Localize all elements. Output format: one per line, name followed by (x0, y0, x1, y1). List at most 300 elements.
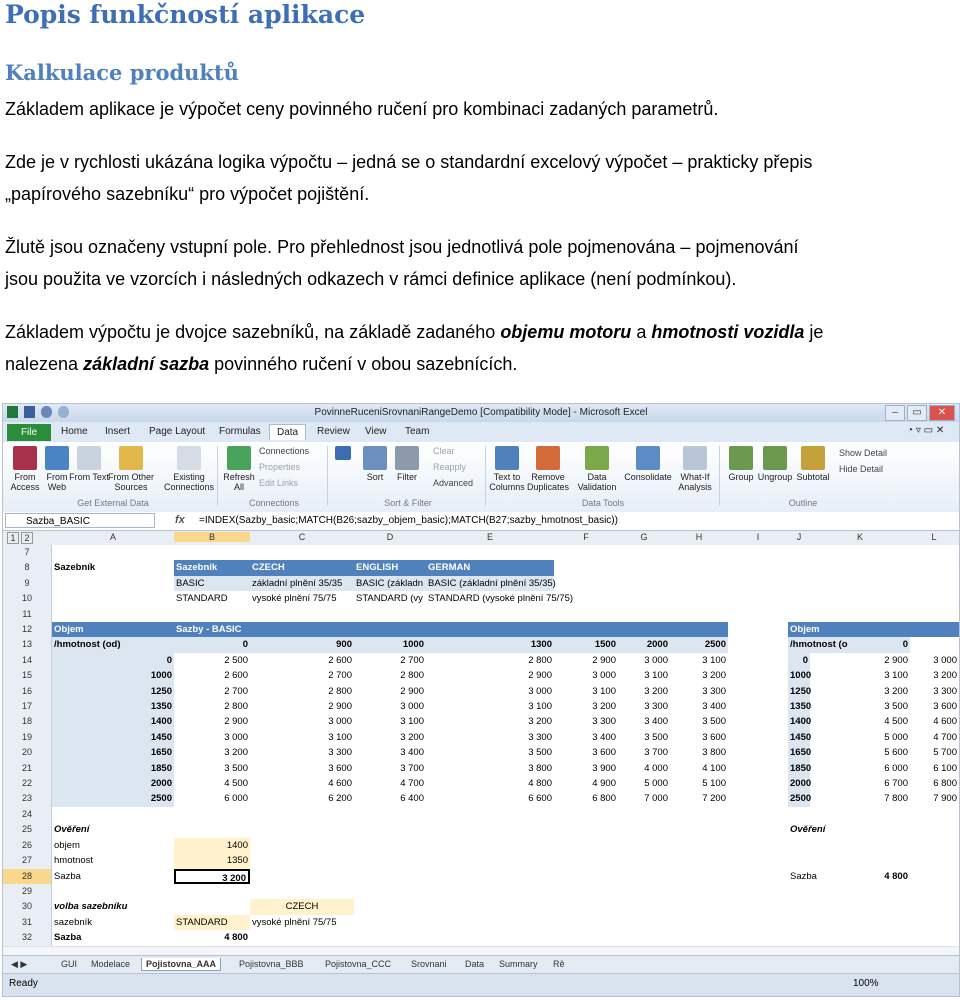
paragraph-inputs: Žlutě jsou označeny vstupní pole. Pro přehlednost jsou jednotlivá pole pojmenována – pojmenování jsou použita ve vzorcích i následných odkazech v rámci definice aplikace (není podmínkou). (5, 237, 799, 289)
cell[interactable]: 3 600 (933, 701, 957, 712)
cell[interactable]: 7 000 (644, 793, 668, 805)
remove-duplicates-icon (536, 446, 560, 470)
column-header[interactable]: B (174, 532, 250, 542)
cell[interactable]: 4 800 (884, 870, 908, 882)
cell[interactable]: 3 900 (592, 762, 616, 774)
cell[interactable]: 3 200 (592, 701, 616, 712)
filter-button[interactable]: Filter (387, 446, 427, 482)
section-heading: Kalkulace produktů (5, 60, 239, 85)
text-to-columns-icon (495, 446, 519, 470)
cell[interactable]: 3 200 (933, 670, 957, 682)
cell[interactable]: 2 800 (328, 685, 352, 697)
status-bar (3, 973, 959, 996)
cell[interactable]: 5 600 (884, 747, 908, 759)
what-if-analysis-button[interactable]: What-If Analysis (675, 446, 715, 492)
row-number[interactable]: 11 (3, 607, 52, 622)
tab-file[interactable]: File (7, 424, 51, 441)
cell[interactable]: 4 700 (400, 778, 424, 789)
cell[interactable]: 1450 (788, 730, 810, 745)
cell[interactable]: 6 000 (224, 793, 248, 805)
cell[interactable]: 3 500 (884, 701, 908, 712)
fx-icon[interactable]: fx (175, 514, 185, 526)
row-number[interactable]: 8 (3, 560, 52, 575)
row-number[interactable]: 20 (3, 745, 52, 760)
row-number[interactable]: 12 (3, 622, 52, 637)
cell[interactable]: 7 800 (884, 793, 908, 805)
excel-screenshot (2, 403, 960, 997)
tab-home[interactable]: Home (61, 426, 88, 437)
table-row (3, 899, 959, 915)
cell[interactable]: základní plnění 35/35 (250, 576, 354, 591)
tab-review[interactable]: Review (317, 426, 350, 437)
paragraph-intro: Základem aplikace je výpočet ceny povinného ručení pro kombinaci zadaných parametrů. (5, 99, 719, 119)
cell[interactable]: 2 900 (400, 685, 424, 697)
refresh-all-button[interactable]: Refresh All (219, 446, 259, 492)
cell[interactable]: 3 500 (644, 731, 668, 743)
cell[interactable]: 6 800 (592, 793, 616, 805)
cell[interactable]: 900 (250, 637, 354, 652)
cell[interactable]: 2 700 (328, 670, 352, 682)
cell[interactable]: 2500 (788, 791, 810, 806)
cell[interactable]: 3 000 (592, 670, 616, 682)
sheet-tab[interactable]: GUI (61, 959, 78, 969)
outline-level-2[interactable]: 2 (21, 532, 33, 544)
group-data-tools: Data Tools (581, 498, 625, 508)
column-header[interactable]: D (386, 532, 394, 542)
group-get-external-data: Get External Data (77, 498, 149, 508)
column-headers (3, 531, 959, 546)
sheet-tabs (3, 955, 959, 974)
cell[interactable]: 1400 (52, 714, 174, 729)
cell[interactable]: volba sazebníku (54, 901, 128, 913)
cell[interactable]: 3 500 (224, 762, 248, 774)
close-button[interactable]: ✕ (929, 405, 955, 421)
cell[interactable]: 6 600 (528, 793, 552, 805)
cell[interactable]: 3 100 (644, 670, 668, 682)
cell[interactable]: 3 500 (528, 747, 552, 759)
window-controls (885, 405, 955, 421)
tab-formulas[interactable]: Formulas (219, 426, 261, 437)
cell[interactable]: 3 700 (400, 762, 424, 774)
cell[interactable]: 2 600 (224, 670, 248, 682)
table-row (3, 853, 959, 869)
formula-input[interactable]: =INDEX(Sazby_basic;MATCH(B26;sazby_objem_basic);MATCH(B27;sazby_hmotnost_basic)) (199, 515, 618, 526)
properties-button[interactable]: Properties (259, 462, 301, 472)
cell[interactable]: 3 400 (400, 747, 424, 759)
row-number[interactable]: 15 (3, 668, 52, 683)
cell[interactable]: 4 900 (592, 778, 616, 789)
cell[interactable]: 2500 (670, 637, 728, 652)
cell[interactable]: 1850 (788, 761, 810, 776)
cell[interactable]: 2 900 (884, 654, 908, 666)
cell[interactable]: hmotnost (54, 855, 94, 867)
web-icon (45, 446, 69, 470)
sheet-nav-icon[interactable]: ◀ ▶ (11, 959, 28, 969)
tab-team[interactable]: Team (405, 426, 430, 437)
cell[interactable]: 3 100 (400, 716, 424, 728)
table-row (3, 576, 959, 592)
cell[interactable]: 2000 (618, 637, 670, 652)
filter-icon (395, 446, 419, 470)
data-validation-button[interactable]: Data Validation (575, 446, 619, 492)
cell[interactable]: 2 700 (224, 685, 248, 697)
cell[interactable]: 4 600 (933, 716, 957, 728)
cell[interactable]: 3 200 (884, 685, 908, 697)
cell[interactable]: CZECH (250, 560, 354, 575)
cell[interactable]: 4 500 (224, 778, 248, 789)
cell[interactable]: 5 000 (644, 778, 668, 789)
cell[interactable]: 3 000 (933, 654, 957, 666)
cell[interactable]: 0 (174, 637, 250, 652)
cell[interactable]: 2500 (52, 791, 174, 806)
ribbon-tabs (3, 422, 959, 442)
cell[interactable]: 3 300 (644, 701, 668, 712)
table-row (3, 684, 959, 700)
sheet-tab[interactable]: Pojistovna_CCC (325, 959, 392, 969)
cell[interactable]: 1450 (52, 730, 174, 745)
cell[interactable]: 1000 (52, 668, 174, 683)
row-number[interactable]: 23 (3, 791, 52, 806)
cell[interactable]: 3 200 (644, 685, 668, 697)
cell[interactable]: 2 800 (224, 701, 248, 712)
cell[interactable]: 2000 (788, 776, 810, 791)
cell[interactable]: 3 800 (528, 762, 552, 774)
connections-button[interactable]: Connections (259, 446, 310, 456)
row-number[interactable]: 29 (3, 884, 52, 899)
table-row (3, 745, 959, 761)
cell[interactable]: STANDARD (vysoké plnění 75/75) (428, 593, 574, 605)
cell[interactable]: 7 200 (702, 793, 726, 805)
cell[interactable]: /hmotnost (od) (52, 637, 174, 652)
cell[interactable]: Objem (788, 622, 959, 637)
table-row (3, 699, 959, 715)
cell[interactable]: 3 000 (328, 716, 352, 728)
row-number[interactable]: 30 (3, 899, 52, 914)
cell[interactable]: 3 600 (328, 762, 352, 774)
table-row (3, 591, 959, 607)
cell[interactable]: sazebník (54, 916, 93, 928)
cell[interactable]: 3 100 (702, 654, 726, 666)
advanced-button[interactable]: Advanced (433, 478, 474, 488)
cell[interactable]: 3 200 (528, 716, 552, 728)
cell[interactable]: 3 300 (592, 716, 616, 728)
table-row (3, 730, 959, 746)
cell[interactable]: 7 900 (933, 793, 957, 805)
cell[interactable]: BASIC (základn (354, 576, 426, 591)
column-header[interactable]: K (856, 532, 863, 542)
cell[interactable]: 6 700 (884, 778, 908, 789)
cell[interactable]: Sazba (54, 932, 82, 944)
cell[interactable]: Ověření (790, 824, 826, 836)
sort-icon (363, 446, 387, 470)
cell[interactable]: Objem (52, 622, 174, 637)
table-row (3, 791, 959, 807)
sheet-tab-active[interactable]: Pojistovna_AAA (141, 958, 221, 971)
row-number[interactable]: 32 (3, 930, 52, 945)
cell[interactable]: 0 (788, 653, 810, 668)
cell[interactable]: /hmotnost (o (788, 637, 874, 652)
cell[interactable]: Sazba (790, 870, 817, 882)
column-header[interactable]: G (640, 532, 648, 542)
table-row (3, 668, 959, 684)
cell[interactable]: 1650 (52, 745, 174, 760)
minimize-button[interactable]: – (885, 405, 905, 421)
table-row (3, 714, 959, 730)
consolidate-button[interactable]: Consolidate (623, 446, 673, 482)
row-number[interactable]: 18 (3, 714, 52, 729)
cell[interactable]: 2 600 (328, 654, 352, 666)
refresh-icon (227, 446, 251, 470)
consolidate-icon (636, 446, 660, 470)
cell[interactable]: GERMAN (426, 560, 554, 575)
ungroup-button[interactable]: Ungroup (755, 446, 795, 482)
cell[interactable]: 2 800 (400, 670, 424, 682)
from-other-sources-button[interactable]: From Other Sources (105, 446, 157, 492)
column-header[interactable]: E (486, 532, 493, 542)
cell[interactable]: 3 100 (528, 701, 552, 712)
input-cell[interactable]: CZECH (250, 899, 354, 914)
cell[interactable]: 2 900 (328, 701, 352, 712)
cell[interactable]: 3 000 (224, 731, 248, 743)
ungroup-icon (763, 446, 787, 470)
table-row (3, 776, 959, 792)
table-row (3, 607, 959, 623)
cell[interactable]: 3 300 (328, 747, 352, 759)
sheet-tab[interactable]: Rě (553, 959, 565, 969)
table-row (3, 560, 959, 576)
input-cell[interactable]: STANDARD (174, 915, 250, 930)
cell[interactable]: 3 300 (933, 685, 957, 697)
selected-cell[interactable]: 3 200 (174, 869, 250, 884)
cell[interactable]: 2000 (52, 776, 174, 791)
column-header[interactable]: C (298, 532, 306, 542)
row-number[interactable]: 27 (3, 853, 52, 868)
cell[interactable]: 1500 (554, 637, 618, 652)
cell[interactable]: Sazebnik (174, 560, 250, 575)
existing-connections-button[interactable]: Existing Connections (163, 446, 215, 492)
text-to-columns-button[interactable]: Text to Columns (487, 446, 527, 492)
cell[interactable]: 6 100 (933, 762, 957, 774)
cell[interactable]: 2 900 (528, 670, 552, 682)
hide-detail-button[interactable]: Hide Detail (839, 464, 884, 474)
column-header[interactable]: L (931, 532, 937, 542)
show-detail-button[interactable]: Show Detail (839, 448, 888, 458)
input-cell[interactable]: 1350 (174, 853, 250, 868)
row-number[interactable]: 19 (3, 730, 52, 745)
cell[interactable]: 0 (52, 653, 174, 668)
cell[interactable]: 3 100 (592, 685, 616, 697)
help-icon[interactable]: ◔ ▿ ▭ ✕ (907, 425, 945, 436)
cell[interactable]: vysoké plnění 75/75 (252, 593, 337, 605)
column-header[interactable]: I (756, 532, 760, 542)
paragraph-basis: Základem výpočtu je dvojce sazebníků, na základě zadaného objemu motoru a hmotnosti vozidla je nalezena základní sazba povinného ručení v obou sazebnících. (5, 322, 824, 374)
table-row (3, 761, 959, 777)
cell[interactable]: Ověření (54, 824, 90, 836)
cell[interactable]: 1000 (354, 637, 426, 652)
ribbon-separator (327, 446, 328, 506)
sheet-tab[interactable]: Modelace (91, 959, 131, 969)
name-box[interactable]: Sazba_BASIC (5, 513, 155, 528)
cell[interactable]: 3 600 (702, 731, 726, 743)
cell[interactable]: BASIC (základní plnění 35/35) (426, 576, 554, 591)
table-row (3, 869, 959, 885)
cell[interactable]: 0 (874, 637, 910, 652)
what-if-icon (683, 446, 707, 470)
cell[interactable]: 1350 (788, 699, 810, 714)
table-row (3, 653, 959, 669)
cell[interactable]: BASIC (174, 576, 250, 591)
row-number[interactable]: 16 (3, 684, 52, 699)
cell[interactable]: 1350 (52, 699, 174, 714)
cell[interactable]: 2 900 (224, 716, 248, 728)
column-header[interactable]: F (583, 532, 589, 542)
row-number[interactable]: 28 (3, 869, 52, 884)
column-header[interactable]: A (109, 532, 116, 542)
cell[interactable]: 3 800 (702, 747, 726, 759)
sort-az-icon (335, 446, 351, 460)
from-web-button[interactable]: From Web (37, 446, 77, 492)
from-access-button[interactable]: From Access (5, 446, 45, 492)
input-cell[interactable]: 1400 (174, 838, 250, 853)
title-bar (3, 404, 959, 422)
cell[interactable]: 3 100 (884, 670, 908, 682)
table-row (3, 838, 959, 854)
row-number[interactable]: 10 (3, 591, 52, 606)
table-row (3, 930, 959, 946)
cell[interactable]: 4 500 (884, 716, 908, 728)
restore-button[interactable]: ▭ (907, 405, 927, 421)
tab-page-layout[interactable]: Page Layout (149, 426, 206, 437)
from-text-button[interactable]: From Text (69, 446, 109, 482)
paragraph-logic: Zde je v rychlosti ukázána logika výpočtu – jedná se o standardní excelový výpočet – prakticky přepis „papírového sazebníku“ pro výpočet pojištění. (5, 152, 813, 204)
column-header[interactable]: H (695, 532, 703, 542)
sheet-tab[interactable]: Pojistovna_BBB (239, 959, 304, 969)
cell[interactable]: 3 100 (328, 731, 352, 743)
cell[interactable]: Sazby - BASIC (174, 622, 728, 637)
cell[interactable]: 3 600 (592, 747, 616, 759)
cell[interactable]: 1000 (788, 668, 810, 683)
cell[interactable]: 2 500 (224, 654, 248, 666)
edit-links-button[interactable]: Edit Links (259, 478, 299, 488)
cell[interactable]: 3 500 (702, 716, 726, 728)
cell[interactable]: objem (54, 839, 80, 851)
row-number[interactable]: 22 (3, 776, 52, 791)
table-row (3, 545, 959, 561)
cell[interactable]: 3 700 (644, 747, 668, 759)
cell[interactable]: 4 800 (528, 778, 552, 789)
cell[interactable]: vysoké plnění 75/75 (252, 916, 337, 928)
group-button[interactable]: Group (721, 446, 761, 482)
table-row (3, 637, 959, 653)
cell[interactable]: 3 400 (702, 701, 726, 712)
cell[interactable]: 4 000 (644, 762, 668, 774)
cell[interactable]: 1250 (52, 684, 174, 699)
ribbon-separator (719, 446, 720, 506)
cell[interactable]: 3 300 (702, 685, 726, 697)
cell[interactable]: 1650 (788, 745, 810, 760)
row-number[interactable]: 26 (3, 838, 52, 853)
remove-duplicates-button[interactable]: Remove Duplicates (525, 446, 571, 492)
table-row (3, 822, 959, 838)
tab-view[interactable]: View (365, 426, 387, 437)
cell[interactable]: ENGLISH (354, 560, 426, 575)
cell[interactable]: 4 700 (933, 731, 957, 743)
row-number[interactable]: 17 (3, 699, 52, 714)
row-number[interactable]: 7 (3, 545, 52, 560)
cell[interactable]: 1300 (426, 637, 554, 652)
cell[interactable]: 3 400 (592, 731, 616, 743)
cell[interactable]: 3 000 (528, 685, 552, 697)
cell[interactable]: Sazba (54, 870, 81, 882)
row-number[interactable]: 9 (3, 576, 52, 591)
cell[interactable]: 3 200 (224, 747, 248, 759)
cell[interactable]: 3 000 (644, 654, 668, 666)
cell[interactable]: 4 800 (224, 932, 248, 944)
cell[interactable]: 2 900 (592, 654, 616, 666)
cell[interactable]: 6 200 (328, 793, 352, 805)
cell[interactable]: 1250 (788, 684, 810, 699)
cell[interactable]: 6 000 (884, 762, 908, 774)
outline-level-1[interactable]: 1 (7, 532, 19, 544)
table-row (3, 622, 959, 638)
cell[interactable]: 2 800 (528, 654, 552, 666)
row-number[interactable]: 25 (3, 822, 52, 837)
group-outline: Outline (788, 498, 818, 508)
cell[interactable]: STANDARD (176, 593, 228, 605)
subtotal-button[interactable]: Subtotal (793, 446, 833, 482)
clear-button[interactable]: Clear (433, 446, 455, 456)
cell[interactable]: 6 800 (933, 778, 957, 789)
cell[interactable]: 3 200 (400, 731, 424, 743)
column-header[interactable]: J (796, 532, 802, 542)
cell[interactable]: 3 000 (400, 701, 424, 712)
sheet-tab[interactable]: Summary (499, 959, 538, 969)
cell[interactable]: 4 100 (702, 762, 726, 774)
sort-button[interactable]: Sort (355, 446, 395, 482)
row-number[interactable]: 24 (3, 807, 52, 822)
cell[interactable]: 5 100 (702, 778, 726, 789)
sheet-tab[interactable]: Srovnani (411, 959, 447, 969)
cell[interactable]: 3 300 (528, 731, 552, 743)
sheet-tab[interactable]: Data (465, 959, 485, 969)
row-number[interactable]: 31 (3, 915, 52, 930)
row-number[interactable]: 14 (3, 653, 52, 668)
tab-data[interactable]: Data (269, 424, 306, 440)
row-number[interactable]: 13 (3, 637, 52, 652)
cell[interactable]: 5 700 (933, 747, 957, 759)
reapply-button[interactable]: Reapply (433, 462, 467, 472)
status-ready: Ready (9, 978, 38, 989)
cell[interactable]: STANDARD (vy (356, 593, 423, 605)
cell[interactable]: 1400 (788, 714, 810, 729)
ribbon-data (3, 442, 959, 513)
tab-insert[interactable]: Insert (105, 426, 131, 437)
cell[interactable]: 1850 (52, 761, 174, 776)
row-number[interactable]: 21 (3, 761, 52, 776)
cell[interactable]: 6 400 (400, 793, 424, 805)
cell[interactable]: 5 000 (884, 731, 908, 743)
group-icon (729, 446, 753, 470)
cell[interactable]: 3 400 (644, 716, 668, 728)
cell[interactable]: 3 200 (702, 670, 726, 682)
cell[interactable]: 2 700 (400, 654, 424, 666)
cell[interactable]: 4 600 (328, 778, 352, 789)
sort-az-icon[interactable] (333, 446, 353, 462)
connections-icon (177, 446, 201, 470)
cell[interactable]: Sazebník (54, 562, 96, 574)
group-sort-filter: Sort & Filter (384, 498, 432, 508)
zoom-level[interactable]: 100% (853, 978, 879, 989)
